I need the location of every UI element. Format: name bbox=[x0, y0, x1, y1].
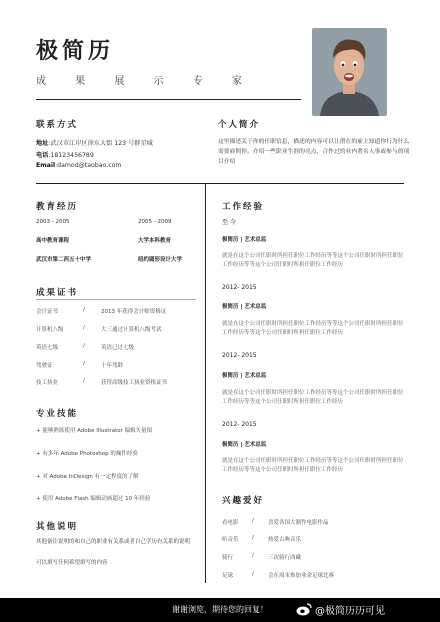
certificates-title: 成果证书 bbox=[36, 288, 79, 298]
profile-photo bbox=[312, 28, 387, 116]
work-date: 2012- 2015 bbox=[222, 421, 257, 428]
certificate-row: 驾驶证 / 十年驾龄 bbox=[36, 361, 124, 369]
certificate-row: 技工执业 / 获得高级技工执业资格证书 bbox=[36, 378, 168, 386]
skill-item: + 对 Adobe InDesign 有一定程度的了解 bbox=[36, 474, 139, 480]
footer-thanks: 谢谢浏览，期待您的回复！ bbox=[172, 605, 268, 614]
skill-item: + 使用 Adobe Flash 编辑动画超过 10 年经验 bbox=[36, 496, 151, 502]
certificate-row: 会计证书 / 2013 年获得会计师资格证 bbox=[36, 307, 167, 315]
edu-place: 纽约圆形设计大学 bbox=[138, 257, 183, 263]
email-line: Email:damod@taobao.com bbox=[36, 162, 122, 169]
address-line: 地址:武汉市江岸区徐东大街 123 号群星城 bbox=[36, 140, 153, 147]
edu-period: 2003 - 2005 bbox=[36, 219, 70, 225]
brand-title: 极简历 bbox=[36, 39, 115, 64]
work-company: 极简历 | 艺术总监 bbox=[222, 373, 267, 379]
work-description: 就是在这个公司任职时所担任职位工作经历等等这个公司任职时所担任职位工作经历等等这个公司任职时所担任职位工作经历 bbox=[222, 458, 404, 473]
hobby-row: 骑行 / 三次骑行西藏 bbox=[222, 553, 302, 561]
work-date: 2012- 2015 bbox=[222, 352, 257, 359]
weibo-handle[interactable]: @极简历历可见 bbox=[315, 606, 385, 617]
hobby-row: 足球 / 会在周末参加业余足球比赛 bbox=[222, 571, 335, 579]
work-company: 极简历 | 艺术总监 bbox=[222, 237, 267, 243]
skill-item: + 能够熟练使用 Adobe Illustrator 编辑矢量图 bbox=[36, 428, 153, 434]
intro-title: 个人简介 bbox=[218, 120, 261, 130]
work-date: 2012- 2015 bbox=[222, 284, 257, 291]
work-company: 极简历 | 艺术总监 bbox=[222, 304, 267, 310]
work-title: 工作经验 bbox=[222, 202, 265, 212]
certificate-row: 英语七级 / 英语已过七级 bbox=[36, 343, 135, 351]
work-company: 极简历 | 艺术总监 bbox=[222, 442, 267, 448]
edu-place: 武汉市第二西五十中学 bbox=[36, 257, 92, 263]
header-divider bbox=[36, 99, 301, 100]
contact-title: 联系方式 bbox=[36, 120, 79, 130]
hobbies-title: 兴趣爱好 bbox=[222, 496, 265, 506]
work-description: 就是在这个公司任职时所担任职位工作经历等等这个公司任职时所担任职位工作经历等等这个公司任职时所担任职位工作经历 bbox=[222, 253, 404, 268]
edu-school: 高中教育课程 bbox=[36, 238, 70, 244]
intro-text: 这里描述关于你的任职信息，描述的内容可以让潜在的雇主知道你行为什么需要雇佣你。介绍一些职业生涯的亮点，合作过的业内著名人事或参与的项目介绍 bbox=[218, 139, 410, 165]
other-note: 其他备注说明的和自己的职业有关系或者自己学历有关系的说明 bbox=[36, 539, 191, 545]
work-date: 至 今 bbox=[222, 219, 236, 226]
phone-line: 电话:18123456789 bbox=[36, 152, 94, 159]
weibo-icon bbox=[296, 601, 312, 615]
edu-period: 2005 - 2009 bbox=[138, 219, 172, 225]
hobby-row: 看电影 / 喜爱各国大制作电影作品 bbox=[222, 518, 329, 526]
edu-school: 大学本科教育 bbox=[138, 238, 172, 244]
other-title: 其他说明 bbox=[36, 522, 79, 532]
column-divider bbox=[205, 183, 206, 583]
certificates-rule bbox=[36, 299, 196, 300]
hobby-row: 听音乐 / 热爱古典音乐 bbox=[222, 535, 302, 543]
brand-subtitle: 成 果 展 示 专 家 bbox=[36, 76, 255, 87]
work-description: 就是在这个公司任职时所担任职位工作经历等等这个公司任职时所担任职位工作经历等等这个公司任职时所担任职位工作经历 bbox=[222, 390, 404, 405]
certificate-row: 计算机八级 / 大三通过计算机八级考试 bbox=[36, 325, 162, 333]
section-divider bbox=[36, 183, 404, 184]
skill-item: + 有多年 Adobe Photoshop 的操作经验 bbox=[36, 451, 138, 457]
work-description: 就是在这个公司任职时所担任职位工作经历等等这个公司任职时所担任职位工作经历等等这个公司任职时所担任职位工作经历 bbox=[222, 321, 404, 336]
other-note: 可以填写任何希望填写的内容 bbox=[36, 560, 108, 566]
education-title: 教育经历 bbox=[36, 202, 79, 212]
skills-title: 专业技能 bbox=[36, 409, 79, 419]
